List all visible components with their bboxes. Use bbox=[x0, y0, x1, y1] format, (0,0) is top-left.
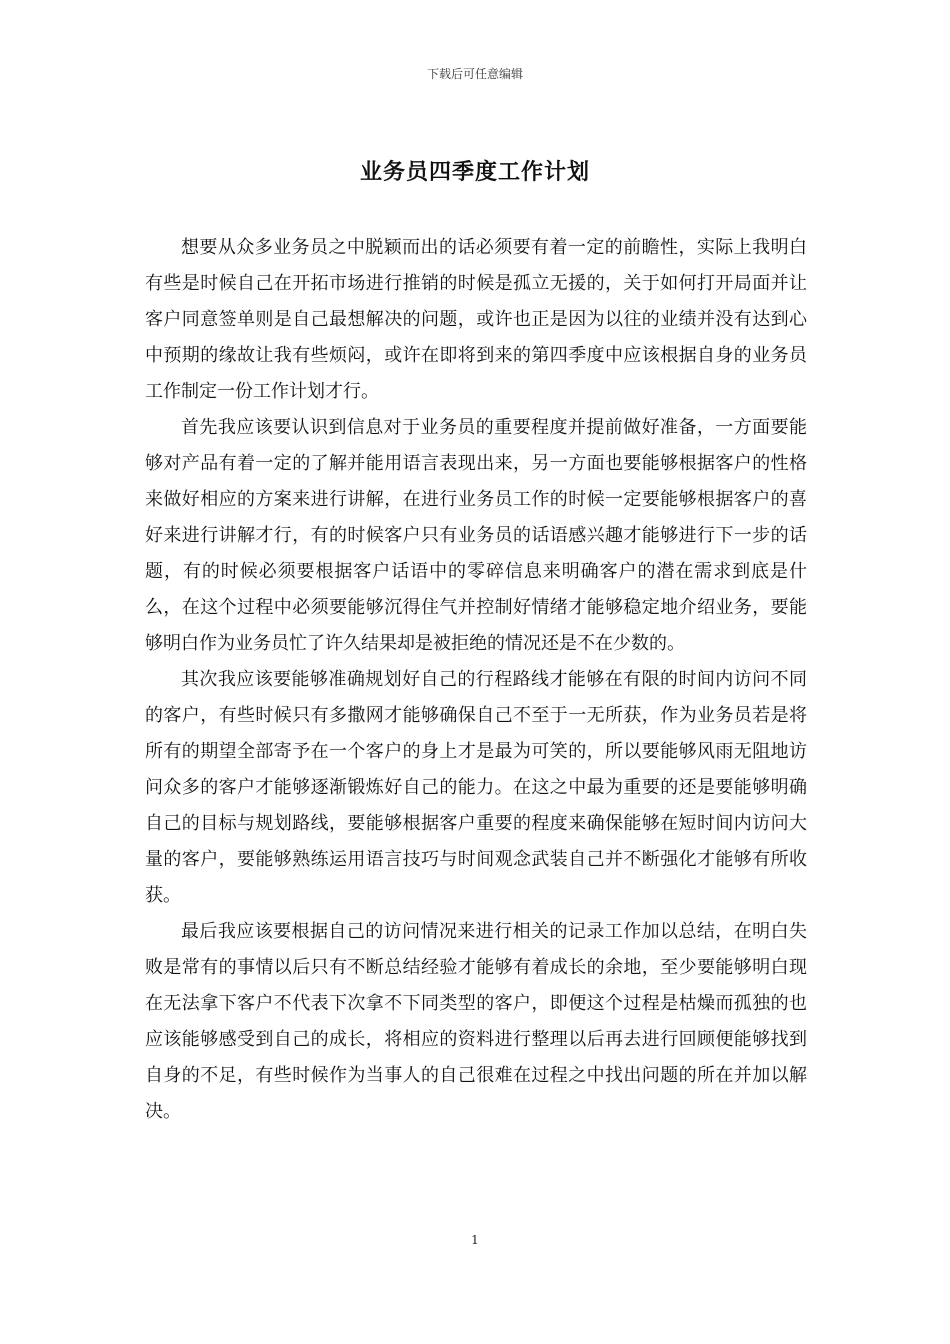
page-number: 1 bbox=[471, 1233, 479, 1247]
paragraph-4: 最后我应该要根据自己的访问情况来进行相关的记录工作加以总结，在明白失败是常有的事情以后只有不断总结经验才能够有着成长的余地，至少要能够明白现在无法拿下客户不代表下次拿不下同类型的客户，即便这个过程是枯燥而孤独的也应该能够感受到自己的成长，将相应的资料进行整理以后再去进行回顾便能够找到自身的不足，有些时候作为当事人的自己很难在过程之中找出问题的所在并加以解决。 bbox=[145, 921, 807, 1122]
header-note: 下载后可任意编辑 bbox=[426, 67, 523, 81]
document-body bbox=[145, 230, 807, 1130]
document-title: 业务员四季度工作计划 bbox=[359, 159, 590, 185]
paragraph-1: 想要从众多业务员之中脱颖而出的话必须要有着一定的前瞻性，实际上我明白有些是时候自己在开拓市场进行推销的时候是孤立无援的，关于如何打开局面并让客户同意签单则是自己最想解决的问题，或许也正是因为以往的业绩并没有达到心中预期的缘故让我有些烦闷，或许在即将到来的第四季度中应该根据自身的业务员工作制定一份工作计划才行。 bbox=[145, 237, 807, 402]
paragraph-2: 首先我应该要认识到信息对于业务员的重要程度并提前做好准备，一方面要能够对产品有着一定的了解并能用语言表现出来，另一方面也要能够根据客户的性格来做好相应的方案来进行讲解，在进行业务员工作的时候一定要能够根据客户的喜好来进行讲解才行，有的时候客户只有业务员的话语感兴趣才能够进行下一步的话题，有的时候必须要根据客户话语中的零碎信息来明确客户的潜在需求到底是什么，在这个过程中必须要能够沉得住气并控制好情绪才能够稳定地介绍业务，要能够明白作为业务员忙了许久结果却是被拒绝的情况还是不在少数的。 bbox=[145, 417, 807, 654]
paragraph-3: 其次我应该要能够准确规划好自己的行程路线才能够在有限的时间内访问不同的客户，有些时候只有多撒网才能够确保自己不至于一无所获，作为业务员若是将所有的期望全部寄予在一个客户的身上才是最为可笑的，所以要能够风雨无阻地访问众多的客户才能够逐渐锻炼好自己的能力。在这之中最为重要的还是要能够明确自己的目标与规划路线，要能够根据客户重要的程度来确保能够在短时间内访问大量的客户，要能够熟练运用语言技巧与时间观念武装自己并不断强化才能够有所收获。 bbox=[145, 669, 807, 906]
